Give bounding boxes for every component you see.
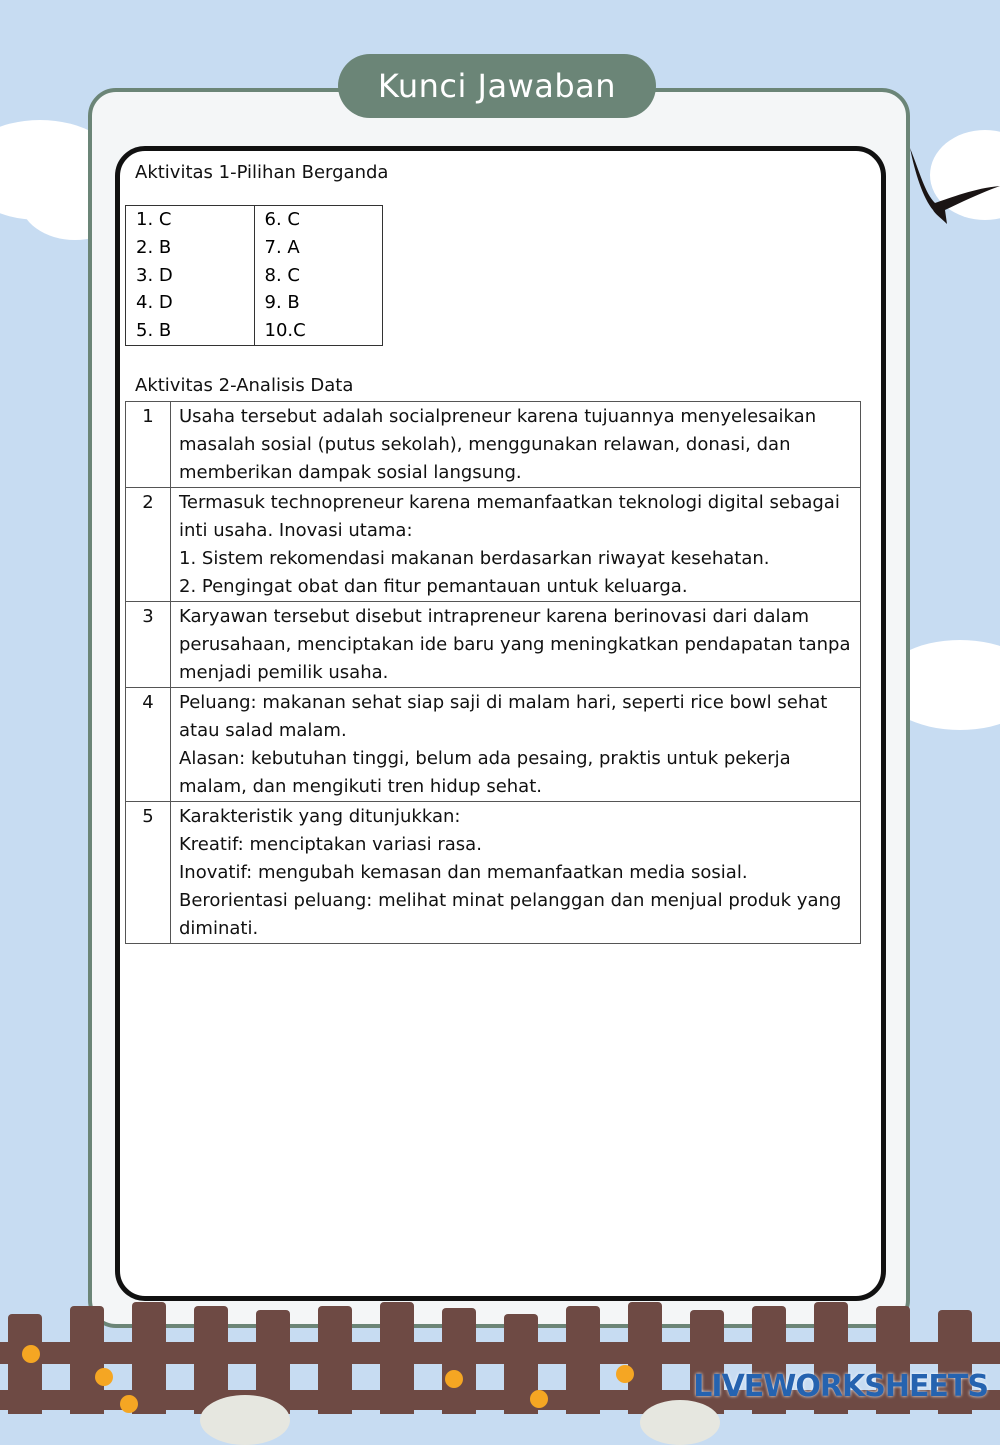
answer-item: 2. B — [136, 236, 172, 258]
answer-line: diminati. — [179, 918, 259, 939]
bird-icon — [905, 148, 1000, 228]
fence-picket — [8, 1314, 42, 1414]
row-answer — [171, 402, 861, 488]
answer-line: 2. Pengingat obat dan fitur pemantauan untuk keluarga. — [179, 576, 688, 597]
answer-line: Berorientasi peluang: melihat minat pelanggan dan menjual produk yang — [179, 890, 842, 911]
analysis-table — [125, 401, 861, 944]
answer-line: 1. Sistem rekomendasi makanan berdasarkan riwayat kesehatan. — [179, 548, 770, 569]
row-answer — [171, 688, 861, 802]
flower-icon — [616, 1365, 634, 1383]
page-title: Kunci Jawaban — [338, 54, 656, 118]
answer-item: 4. D — [136, 292, 173, 314]
answer-item: 5. B — [136, 320, 172, 342]
answer-line: Usaha tersebut adalah socialpreneur karena tujuannya menyelesaikan — [179, 406, 817, 427]
bush-decoration — [640, 1400, 720, 1445]
fence-picket — [442, 1308, 476, 1414]
table-row — [126, 688, 861, 802]
row-answer — [171, 602, 861, 688]
activity1-heading: Aktivitas 1-Pilihan Berganda — [135, 162, 389, 183]
answers-right-column — [254, 206, 383, 346]
answer-line: atau salad malam. — [179, 720, 347, 741]
answer-item: 3. D — [136, 264, 173, 286]
answer-line: Alasan: kebutuhan tinggi, belum ada pesaing, praktis untuk pekerja — [179, 748, 791, 769]
row-number: 4 — [126, 688, 171, 802]
answer-line: Termasuk technopreneur karena memanfaatkan teknologi digital sebagai — [179, 492, 840, 513]
answer-item: 10.C — [264, 320, 306, 342]
answer-line: Peluang: makanan sehat siap saji di malam hari, seperti rice bowl sehat — [179, 692, 828, 713]
answer-line: menjadi pemilik usaha. — [179, 662, 389, 683]
table-row — [126, 402, 861, 488]
answer-line: perusahaan, menciptakan ide baru yang meningkatkan pendapatan tanpa — [179, 634, 851, 655]
answer-line: masalah sosial (putus sekolah), menggunakan relawan, donasi, dan — [179, 434, 791, 455]
row-number: 1 — [126, 402, 171, 488]
flower-icon — [95, 1368, 113, 1386]
table-row — [126, 602, 861, 688]
fence-picket — [380, 1302, 414, 1414]
row-answer — [171, 488, 861, 602]
fence-picket — [318, 1306, 352, 1414]
fence-picket — [132, 1302, 166, 1414]
answer-item: 8. C — [264, 264, 300, 286]
answer-line: malam, dan mengikuti tren hidup sehat. — [179, 776, 542, 797]
flower-icon — [530, 1390, 548, 1408]
fence-picket — [70, 1306, 104, 1414]
answer-line: memberikan dampak sosial langsung. — [179, 462, 522, 483]
multiple-choice-table — [125, 205, 383, 346]
answers-left-column — [126, 206, 255, 346]
answer-item: 9. B — [264, 292, 300, 314]
answer-item: 6. C — [264, 209, 300, 230]
flower-icon — [120, 1395, 138, 1413]
activity2-heading: Aktivitas 2-Analisis Data — [135, 375, 354, 396]
row-number: 3 — [126, 602, 171, 688]
row-answer — [171, 802, 861, 944]
row-number: 5 — [126, 802, 171, 944]
answer-line: Karyawan tersebut disebut intrapreneur karena berinovasi dari dalam — [179, 606, 810, 627]
flower-icon — [445, 1370, 463, 1388]
table-row — [126, 488, 861, 602]
answer-line: Inovatif: mengubah kemasan dan memanfaatkan media sosial. — [179, 862, 748, 883]
answer-line: Karakteristik yang ditunjukkan: — [179, 806, 461, 827]
fence-picket — [628, 1302, 662, 1414]
answer-line: inti usaha. Inovasi utama: — [179, 520, 413, 541]
answer-item: 1. C — [136, 209, 172, 230]
table-row — [126, 802, 861, 944]
answer-line: Kreatif: menciptakan variasi rasa. — [179, 834, 482, 855]
fence-picket — [566, 1306, 600, 1414]
flower-icon — [22, 1345, 40, 1363]
row-number: 2 — [126, 488, 171, 602]
answer-item: 7. A — [264, 236, 300, 258]
watermark-logo: LIVEWORKSHEETS — [693, 1369, 988, 1404]
bush-decoration — [200, 1395, 290, 1445]
